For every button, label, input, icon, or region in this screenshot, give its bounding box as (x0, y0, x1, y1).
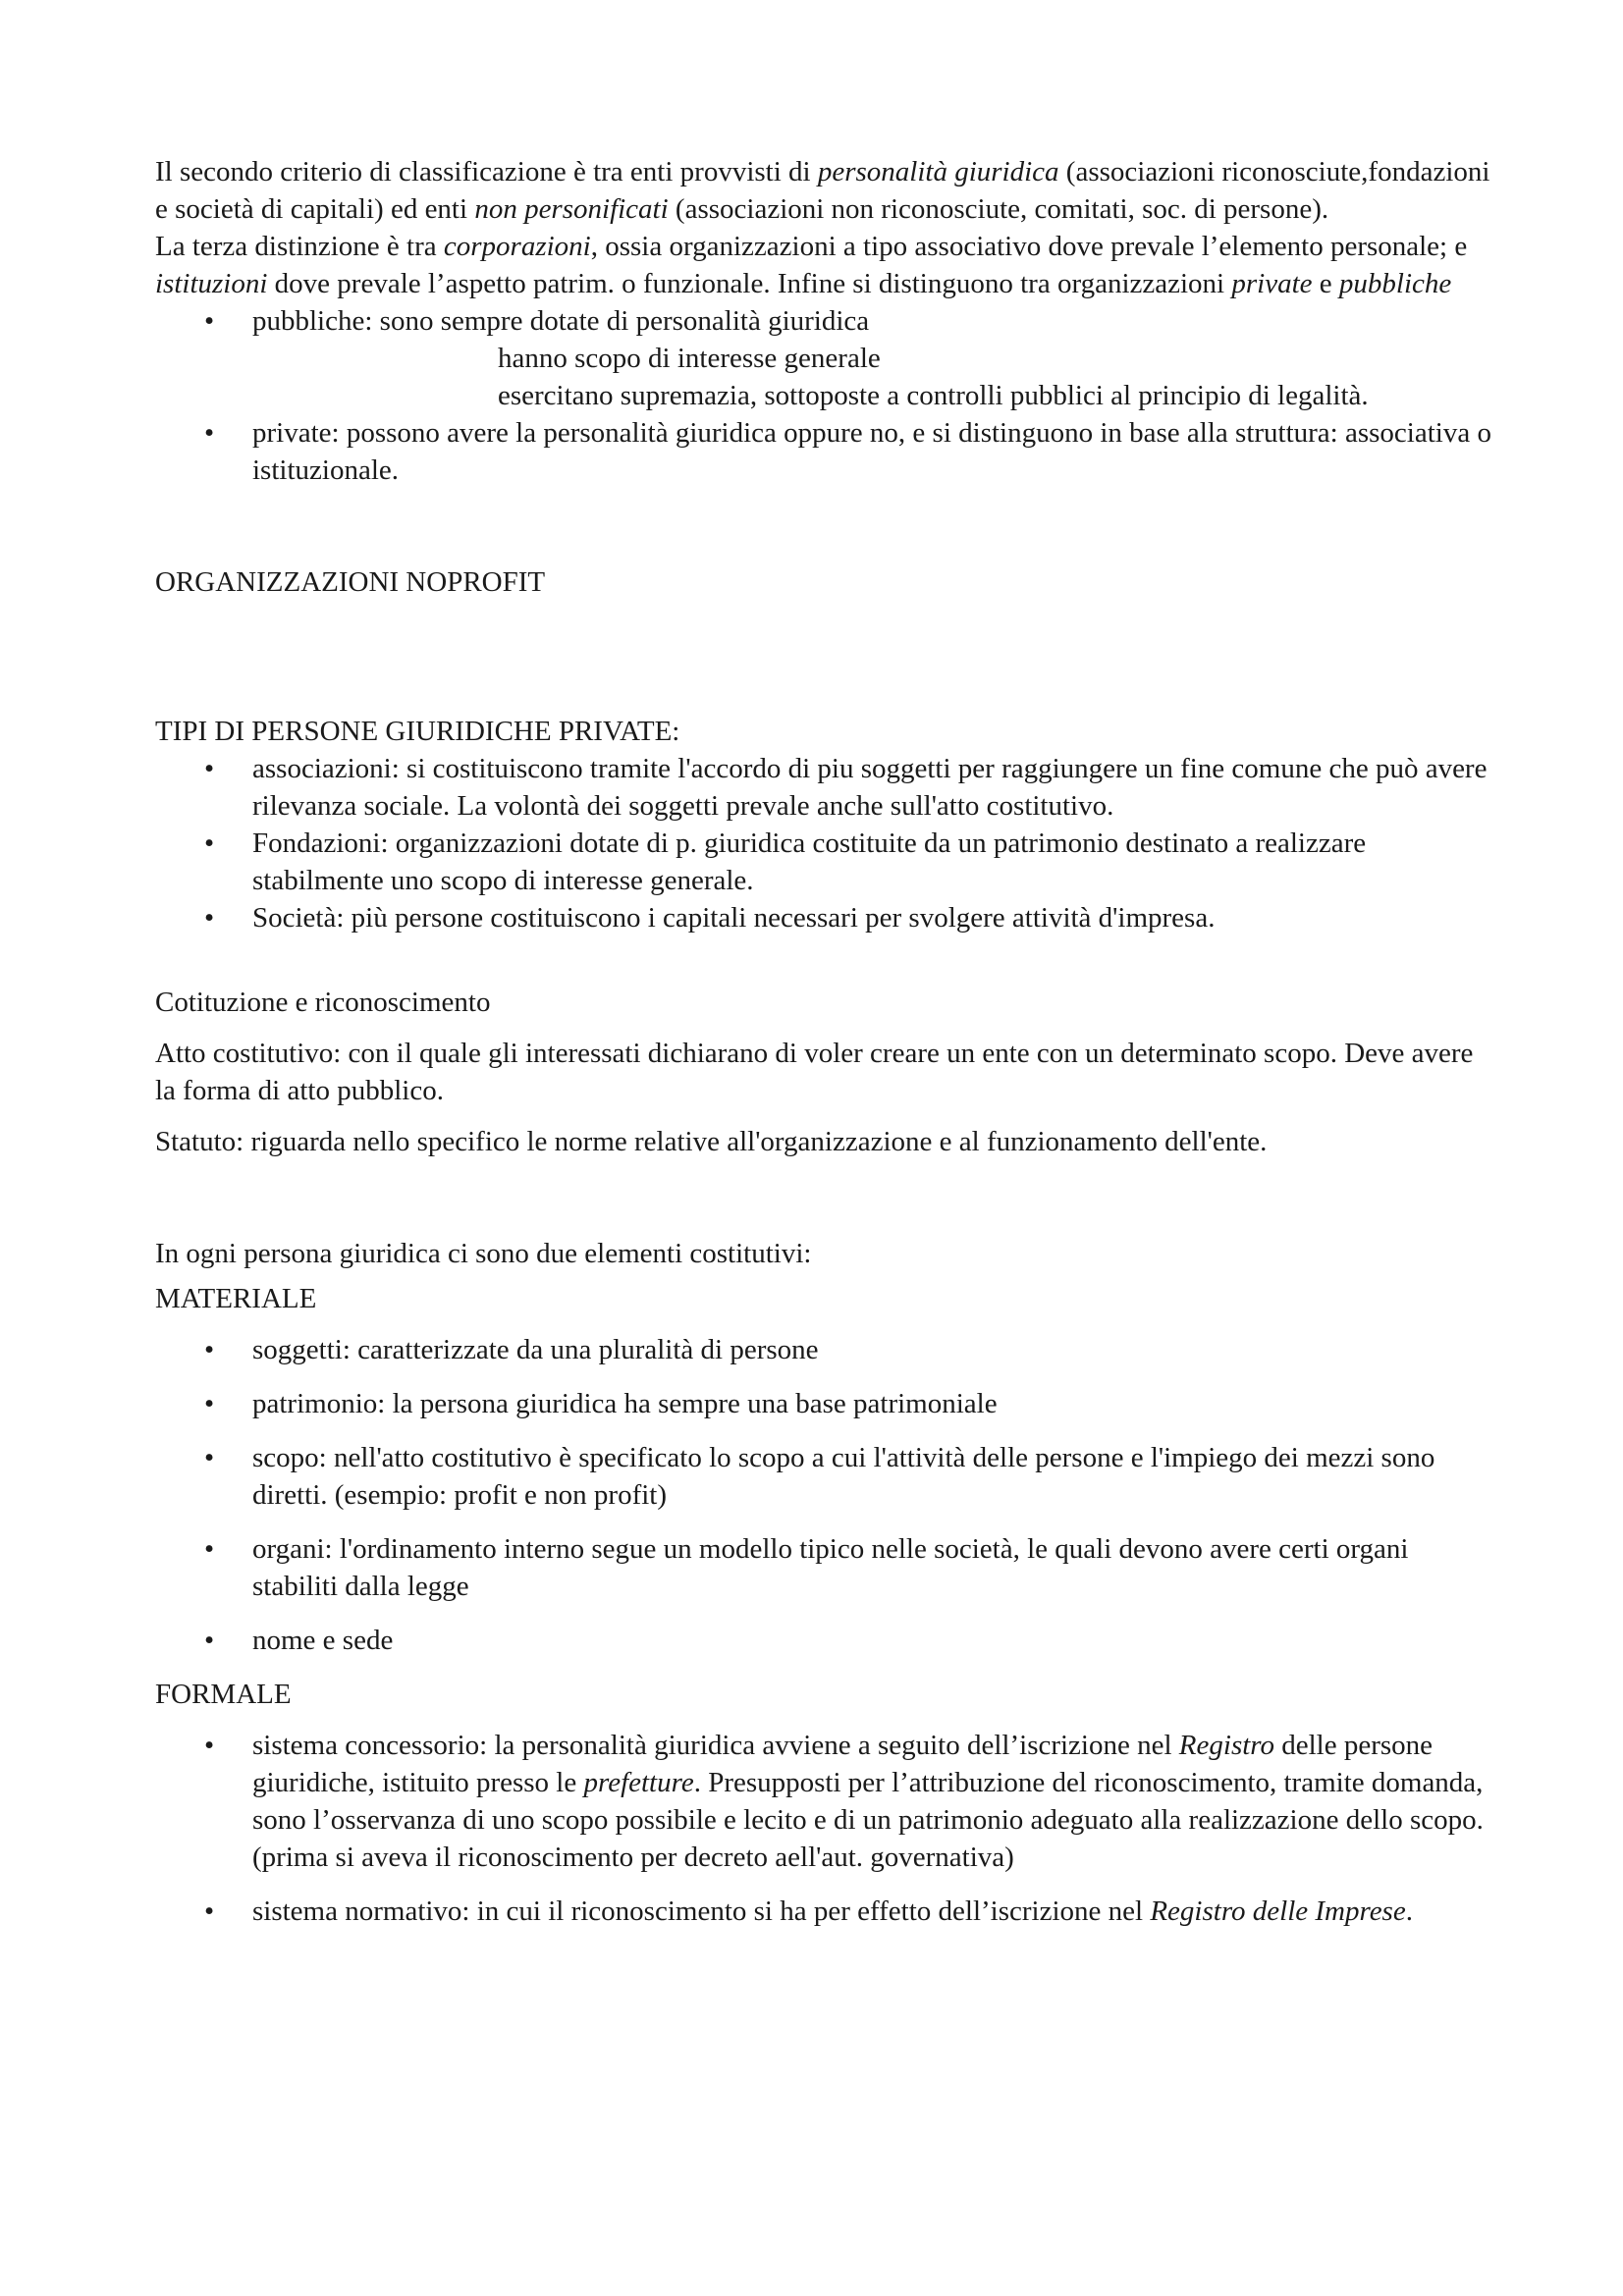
list-item-private: • private: possono avere la personalità giuridica oppure no, e si distinguono in base alla struttura: associativa o istituzionale. (155, 414, 1500, 489)
paragraph-distinction: La terza distinzione è tra corporazioni, ossia organizzazioni a tipo associativo dove prevale l’elemento personale; e istituzioni dove prevale l’aspetto patrim. o funzionale. Infine si distinguono tra organizzazioni private e pubbliche (155, 231, 1468, 299)
formale-list (155, 1727, 1500, 1930)
tipi-list (155, 750, 1500, 936)
list-item: • Fondazioni: organizzazioni dotate di p. giuridica costituite da un patrimonio destinato a realizzare stabilmente uno scopo di interesse generale. (155, 825, 1500, 899)
heading-materiale: MATERIALE (155, 1283, 317, 1314)
list-item-concessorio: • sistema concessorio: la personalità giuridica avviene a seguito dell’iscrizione nel Registro delle persone giuridiche, istituito presso le prefetture. Presupposti per l’attribuzione del riconoscimento, tramite domanda, sono l’osservanza di uno scopo possibile e lecito e di un patrimonio adeguato alla realizzazione dello scopo. (prima si aveva il riconoscimento per decreto aell'aut. governativa) (155, 1727, 1500, 1876)
list-item: • Società: più persone costituiscono i capitali necessari per svolgere attività d'impresa. (155, 899, 1500, 936)
list-item: • associazioni: si costituiscono tramite l'accordo di piu soggetti per raggiungere un fine comune che può avere rilevanza sociale. La volontà dei soggetti prevale anche sull'atto costitutivo. (155, 750, 1500, 825)
heading-noprofit: ORGANIZZAZIONI NOPROFIT (155, 566, 546, 598)
list-item: • scopo: nell'atto costitutivo è specificato lo scopo a cui l'attività delle persone e l'impiego dei mezzi sono diretti. (esempio: profit e non profit) (155, 1439, 1500, 1514)
paragraph-statuto: Statuto: riguarda nello specifico le norme relative all'organizzazione e al funzionamento dell'ente. (155, 1126, 1268, 1157)
list-item: • soggetti: caratterizzate da una pluralità di persone (155, 1331, 1500, 1368)
public-private-list (155, 302, 1500, 489)
list-item-normativo: • sistema normativo: in cui il riconoscimento si ha per effetto dell’iscrizione nel Registro delle Imprese. (155, 1893, 1500, 1930)
list-item-pubbliche: • pubbliche: sono sempre dotate di personalità giuridica hanno scopo di interesse generale esercitano supremazia, sottoposte a controlli pubblici al principio di legalità. (155, 302, 1500, 414)
heading-costituzione: Cotituzione e riconoscimento (155, 987, 491, 1018)
materiale-list (155, 1331, 1500, 1659)
heading-formale: FORMALE (155, 1679, 292, 1710)
list-item: • nome e sede (155, 1622, 1500, 1659)
list-item: • organi: l'ordinamento interno segue un modello tipico nelle società, le quali devono avere certi organi stabiliti dalla legge (155, 1530, 1500, 1605)
paragraph-classification: Il secondo criterio di classificazione è tra enti provvisti di personalità giuridica (associazioni riconosciute,fondazioni e società di capitali) ed enti non personificati (associazioni non riconosciute, comitati, soc. di persone). (155, 156, 1490, 225)
paragraph-elementi-intro: In ogni persona giuridica ci sono due elementi costitutivi: (155, 1238, 812, 1269)
list-item: • patrimonio: la persona giuridica ha sempre una base patrimoniale (155, 1385, 1500, 1422)
paragraph-atto-costitutivo: Atto costitutivo: con il quale gli interessati dichiarano di voler creare un ente con un determinato scopo. Deve avere la forma di atto pubblico. (155, 1038, 1474, 1106)
document-body (155, 153, 1500, 1947)
heading-tipi-persone: TIPI DI PERSONE GIURIDICHE PRIVATE: (155, 716, 680, 747)
